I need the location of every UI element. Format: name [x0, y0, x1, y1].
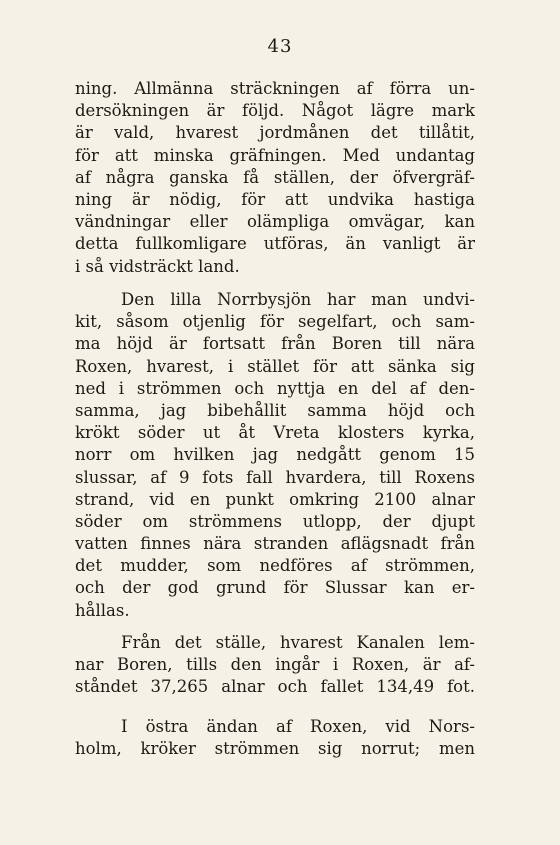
text-line: norr om hvilken jag nedgått genom 15: [75, 445, 475, 465]
paragraph-3: [75, 632, 475, 699]
text-line: detta fullkomligare utföras, än vanligt är: [75, 234, 475, 254]
text-line: i så vidsträckt land.: [75, 256, 240, 276]
text-line: krökt söder ut åt Vreta klosters kyrka,: [75, 423, 475, 443]
text-line: ned i strömmen och nyttja en del af den-: [75, 378, 475, 398]
text-line: det mudder, som nedföres af strömmen,: [75, 556, 475, 576]
text-line: för att minska gräfningen. Med undantag: [75, 145, 475, 165]
page-number: 43: [267, 36, 293, 57]
paragraph-4: [75, 716, 475, 760]
text-line: Den lilla Norrbysjön har man undvi-: [121, 290, 475, 309]
text-line: ståndet 37,265 alnar och fallet 134,49 fot.: [75, 677, 475, 697]
text-line: Från det ställe, hvarest Kanalen lem-: [121, 633, 475, 652]
text-line: hållas.: [75, 600, 130, 620]
paragraph-1: [75, 78, 475, 278]
text-line: samma, jag bibehållit samma höjd och: [75, 400, 475, 420]
text-line: strand, vid en punkt omkring 2100 alnar: [75, 489, 475, 509]
text-line: ning är nödig, för att undvika hastiga: [75, 189, 475, 209]
text-line: holm, kröker strömmen sig norrut; men: [75, 739, 475, 759]
text-line: vatten finnes nära stranden aflägsnadt från: [75, 534, 475, 554]
text-line: slussar, af 9 fots fall hvardera, till Roxens: [75, 467, 475, 487]
text-line: söder om strömmens utlopp, der djupt: [75, 511, 475, 531]
text-line: och der god grund för Slussar kan er-: [75, 578, 475, 598]
text-line: ning. Allmänna sträckningen af förra un-: [75, 79, 475, 98]
text-line: af några ganska få ställen, der öfvergräf-: [75, 167, 475, 187]
text-line: nar Boren, tills den ingår i Roxen, är af-: [75, 655, 475, 675]
paragraph-2: [75, 289, 475, 622]
text-line: Roxen, hvarest, i stället för att sänka sig: [75, 356, 475, 376]
text-line: dersökningen är följd. Något lägre mark: [75, 101, 475, 121]
text-line: är vald, hvarest jordmånen det tillåtit,: [75, 123, 475, 143]
text-line: kit, såsom otjenlig för segelfart, och sam-: [75, 312, 475, 332]
text-line: ma höjd är fortsatt från Boren till nära: [75, 334, 475, 354]
text-line: I östra ändan af Roxen, vid Nors-: [121, 717, 475, 736]
text-line: vändningar eller olämpliga omvägar, kan: [75, 212, 475, 232]
